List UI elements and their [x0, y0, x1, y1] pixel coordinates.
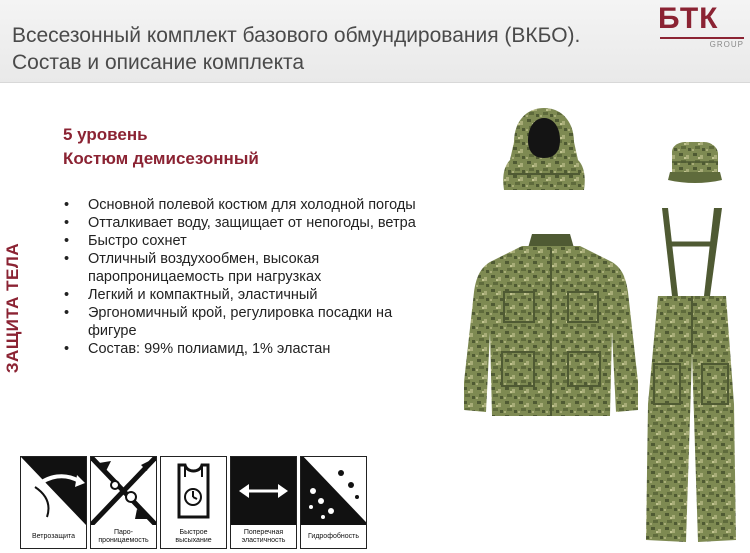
- property-icon-cell: [90, 456, 157, 549]
- side-section-label: ЗАЩИТА ТЕЛА: [3, 242, 22, 374]
- logo-rule: [660, 37, 744, 39]
- feature-list: [64, 196, 444, 358]
- list-item: • Отличный воздухообмен, высокая паропроницаемость при нагрузках: [64, 251, 322, 285]
- property-caption: Быстрое высыхание: [175, 528, 212, 544]
- property-caption: Паро-проницаемость: [98, 528, 149, 544]
- property-icon-cell: [160, 456, 227, 549]
- list-item: • Легкий и компактный, эластичный: [64, 287, 318, 303]
- quick-drying-icon: [161, 457, 226, 525]
- water-repellency-icon: [301, 457, 366, 525]
- lateral-elasticity-icon: [231, 457, 296, 525]
- list-item: • Быстро сохнет: [64, 233, 187, 249]
- wind-protection-icon: [21, 457, 86, 525]
- list-item: • Отталкивает воду, защищает от непогоды, ветра: [64, 215, 416, 231]
- level-heading: [63, 123, 259, 171]
- cap-photo: [664, 138, 724, 186]
- property-caption: Поперечная эластичность: [241, 528, 286, 544]
- logo-text: БТК: [658, 2, 719, 35]
- property-caption: Ветрозащита: [31, 532, 76, 540]
- page-title: Всесезонный комплект базового обмундирования (ВКБО). Состав и описание комплекта: [12, 24, 581, 74]
- property-caption: Гидрофобность: [308, 532, 359, 540]
- level-number: 5 уровень: [63, 125, 148, 144]
- logo-subtext: GROUP: [709, 40, 744, 49]
- list-item: • Состав: 99% полиамид, 1% эластан: [64, 341, 331, 357]
- trousers-with-suspenders-photo: [636, 204, 744, 546]
- vapor-permeability-icon: [91, 457, 156, 525]
- hood-photo: [498, 104, 590, 192]
- property-icon-cell: [230, 456, 297, 549]
- property-icon-cell: [300, 456, 367, 549]
- property-icons-panel: [20, 456, 367, 550]
- property-icon-cell: [20, 456, 87, 549]
- list-item: • Эргономичный крой, регулировка посадки на фигуре: [64, 305, 393, 339]
- list-item: • Основной полевой костюм для холодной погоды: [64, 197, 416, 213]
- btk-logo: [658, 2, 746, 48]
- suit-name: Костюм демисезонный: [63, 149, 259, 168]
- jacket-photo: [462, 232, 640, 420]
